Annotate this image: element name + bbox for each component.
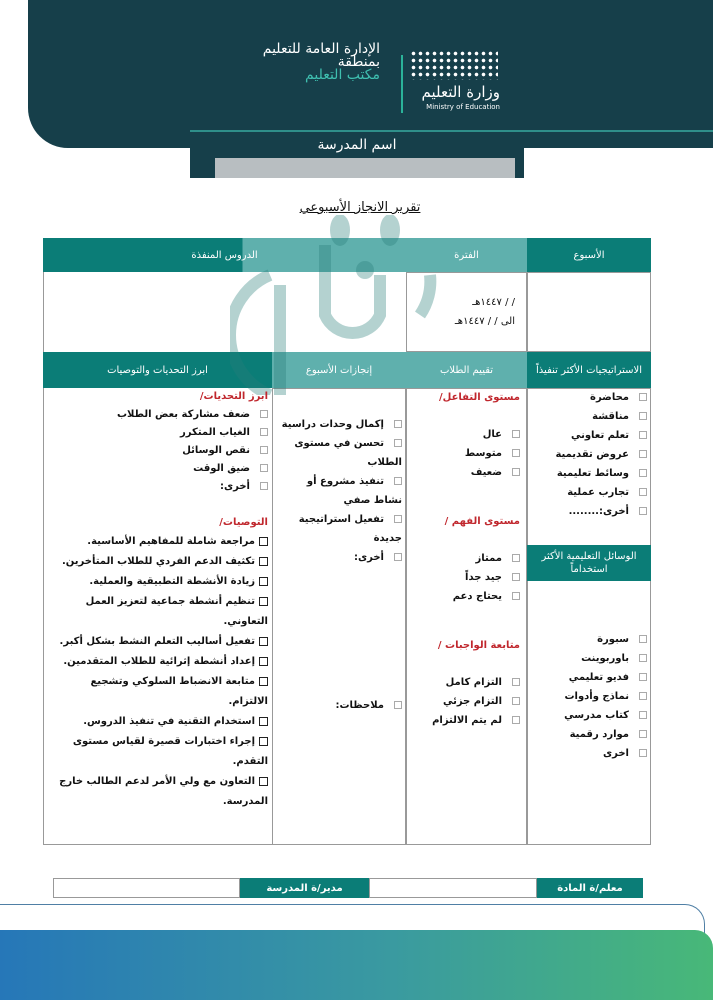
logo-arabic: وزارة التعليم [421, 83, 500, 101]
checkbox[interactable] [260, 410, 268, 418]
item-label: باوربوينت [581, 653, 629, 664]
understanding-item[interactable] [410, 549, 520, 568]
interaction-item[interactable] [410, 463, 520, 482]
item-label: يحتاج دعم [452, 591, 502, 602]
header-period: الفترة [406, 238, 527, 272]
checkbox[interactable] [512, 573, 520, 581]
item-label: نماذج وأدوات [564, 691, 629, 702]
period-to: الى / / ١٤٤٧هـ [454, 316, 515, 327]
item-label: تنظيم أنشطة جماعية لتعزيز العمل التعاوني. [85, 596, 268, 627]
recommendations-title: التوصيات/ [219, 517, 268, 528]
understanding-item[interactable] [410, 568, 520, 587]
item-label: التزام جزئي [442, 696, 502, 707]
checkbox[interactable] [259, 537, 268, 546]
tool-item[interactable] [530, 649, 647, 668]
achievements-list [276, 415, 402, 567]
checkbox[interactable] [394, 439, 402, 447]
item-label: ملاحظات: [335, 700, 384, 711]
challenge-item[interactable] [48, 442, 268, 460]
checkbox[interactable] [512, 697, 520, 705]
strategy-item[interactable] [530, 388, 647, 407]
interaction-title: مستوى التفاعل/ [439, 392, 520, 403]
item-label: التعاون مع ولي الأمر لدعم الطالب خارج المدرسة. [59, 776, 268, 807]
strategies-list [530, 388, 647, 521]
challenge-item[interactable] [48, 460, 268, 478]
school-name-input[interactable] [215, 158, 515, 178]
item-label: استخدام التقنية في تنفيذ الدروس. [83, 716, 255, 727]
item-label: تجارب عملية [567, 487, 629, 498]
recommendation-item[interactable] [48, 772, 268, 812]
checkbox[interactable] [394, 701, 402, 709]
item-label: جيد جداً [465, 572, 502, 583]
checkbox[interactable] [639, 673, 647, 681]
checkbox[interactable] [260, 428, 268, 436]
checkbox[interactable] [639, 730, 647, 738]
interaction-item[interactable] [410, 444, 520, 463]
strategy-item[interactable] [530, 483, 647, 502]
item-label: وسائط تعليمية [556, 468, 629, 479]
strategy-item[interactable] [530, 464, 647, 483]
recommendation-item[interactable] [48, 632, 268, 652]
item-label: تكثيف الدعم الفردي للطلاب المتأخرين. [61, 556, 255, 567]
challenges-title: ابرز التحديات/ [199, 391, 268, 402]
tool-item[interactable] [530, 668, 647, 687]
understanding-item[interactable] [410, 587, 520, 606]
recommendation-item[interactable] [48, 672, 268, 712]
item-label: ضعيف [470, 467, 502, 478]
checkbox[interactable] [512, 592, 520, 600]
checkbox[interactable] [259, 737, 268, 746]
achievement-item[interactable] [276, 415, 402, 434]
item-label: محاضرة [590, 392, 629, 403]
checkbox[interactable] [260, 482, 268, 490]
item-label: أخرى: [219, 481, 250, 492]
homework-item[interactable] [410, 711, 520, 730]
checkbox[interactable] [639, 450, 647, 458]
homework-item[interactable] [410, 673, 520, 692]
checkbox[interactable] [512, 430, 520, 438]
header-tools: الوسائل التعليمية الأكثر استخداماً [527, 545, 651, 581]
interaction-item[interactable] [410, 425, 520, 444]
tool-item[interactable] [530, 744, 647, 763]
checkbox[interactable] [639, 711, 647, 719]
achievement-item[interactable] [276, 510, 402, 548]
checkbox[interactable] [260, 446, 268, 454]
header-assessment: تقييم الطلاب [406, 352, 527, 388]
tool-item[interactable] [530, 725, 647, 744]
checkbox[interactable] [394, 477, 402, 485]
checkbox[interactable] [512, 449, 520, 457]
achievement-item[interactable] [276, 548, 402, 567]
directorate-line1: الإدارة العامة للتعليم [262, 41, 380, 57]
checkbox[interactable] [639, 635, 647, 643]
header-achievements: إنجازات الأسبوع [272, 352, 406, 388]
item-label: سبورة [597, 634, 629, 645]
principal-signature-field[interactable] [53, 878, 240, 898]
office-name: مكتب التعليم [305, 67, 380, 83]
checkbox[interactable] [639, 692, 647, 700]
checkbox[interactable] [639, 749, 647, 757]
challenges-list [48, 388, 268, 812]
item-label: فديو تعليمي [568, 672, 629, 683]
achievement-item[interactable] [276, 472, 402, 510]
item-label: مراجعة شاملة للمفاهيم الأساسية. [87, 536, 255, 547]
principal-label: مدير/ة المدرسة [240, 878, 369, 898]
item-label: أخرى:........ [568, 506, 629, 517]
tool-item[interactable] [530, 706, 647, 725]
checkbox[interactable] [394, 515, 402, 523]
header-challenges: ابرز التحديات والتوصيات [43, 352, 272, 388]
checkbox[interactable] [512, 554, 520, 562]
checkbox[interactable] [259, 677, 268, 686]
challenge-item[interactable] [48, 424, 268, 442]
footer-band [0, 930, 713, 1000]
challenge-item[interactable] [48, 406, 268, 424]
tools-list [530, 630, 647, 763]
checkbox[interactable] [259, 717, 268, 726]
header-strategies: الاستراتيجيات الأكثر تنفيذاً [527, 352, 651, 388]
checkbox[interactable] [512, 716, 520, 724]
item-label: تعلم تعاوني [570, 430, 629, 441]
checkbox[interactable] [639, 654, 647, 662]
homework-title: متابعة الواجبات / [437, 640, 520, 651]
item-label: متوسط [464, 448, 502, 459]
item-label: لم يتم الالتزام [432, 715, 502, 726]
strategy-item[interactable] [530, 445, 647, 464]
item-label: عال [482, 429, 502, 440]
checkbox[interactable] [512, 678, 520, 686]
item-label: موارد رقمية [569, 729, 629, 740]
item-label: تحسن في مستوى الطلاب [294, 438, 402, 468]
week-cell[interactable] [527, 272, 651, 352]
item-label: تفعيل استراتيجية جديدة [298, 514, 402, 544]
achievement-item[interactable] [276, 434, 402, 472]
item-label: زيادة الأنشطة التطبيقية والعملية. [89, 576, 255, 587]
checkbox[interactable] [639, 431, 647, 439]
checkbox[interactable] [259, 577, 268, 586]
checkbox[interactable] [260, 464, 268, 472]
report-title: تقرير الانجاز الأسبوعي [299, 200, 421, 215]
logo-divider [401, 55, 403, 113]
header-lessons-label: الدروس المنفذة [191, 249, 258, 261]
understanding-title: مستوى الفهم / [444, 516, 520, 527]
strategy-item[interactable] [530, 502, 647, 521]
checkbox[interactable] [394, 553, 402, 561]
checkbox[interactable] [259, 657, 268, 666]
recommendation-item[interactable] [48, 532, 268, 552]
checkbox[interactable] [259, 597, 268, 606]
item-label: مناقشة [592, 411, 629, 422]
checkbox[interactable] [639, 507, 647, 515]
period-from: / / ١٤٤٧هـ [472, 297, 515, 308]
homework-item[interactable] [410, 692, 520, 711]
strategy-item[interactable] [530, 426, 647, 445]
item-label: التزام كامل [445, 677, 502, 688]
teacher-signature-field[interactable] [369, 878, 537, 898]
item-label: تفعيل أساليب التعلم النشط بشكل أكبر. [59, 636, 255, 647]
item-label: إكمال وحدات دراسية [281, 419, 384, 430]
item-label: أخرى: [353, 552, 384, 563]
recommendation-item[interactable] [48, 572, 268, 592]
recommendation-item[interactable] [48, 732, 268, 772]
item-label: ضيق الوقت [193, 463, 250, 474]
item-label: نقص الوسائل [182, 445, 250, 456]
challenge-item[interactable] [48, 478, 268, 496]
item-label: ممتاز [475, 553, 502, 564]
assessment-list [410, 388, 520, 730]
checkbox[interactable] [394, 420, 402, 428]
watermark-logo-icon [230, 215, 460, 395]
item-label: الغياب المتكرر [180, 427, 250, 438]
recommendation-item[interactable] [48, 592, 268, 632]
teacher-label: معلم/ة المادة [537, 878, 643, 898]
strategy-item[interactable] [530, 407, 647, 426]
directorate-line2: بمنطقة [337, 54, 380, 70]
item-label: اخرى [602, 748, 629, 759]
header-week: الأسبوع [527, 238, 651, 272]
checkbox[interactable] [259, 557, 268, 566]
item-label: متابعة الانضباط السلوكي وتشجيع الالتزام. [90, 676, 268, 707]
item-label: ضعف مشاركة بعض الطلاب [116, 409, 250, 420]
checkbox[interactable] [639, 412, 647, 420]
ministry-logo-icon [410, 50, 498, 80]
item-label: تنفيذ مشروع أو نشاط صفي [306, 476, 402, 506]
checkbox[interactable] [639, 393, 647, 401]
item-label: كتاب مدرسي [564, 710, 629, 721]
checkbox[interactable] [512, 468, 520, 476]
checkbox[interactable] [639, 469, 647, 477]
checkbox[interactable] [639, 488, 647, 496]
tool-item[interactable] [530, 630, 647, 649]
item-label: عروض تقديمية [555, 449, 629, 460]
item-label: إجراء اختبارات قصيرة لقياس مستوى التقدم. [72, 736, 268, 767]
logo-english: Ministry of Education [426, 103, 500, 111]
checkbox[interactable] [259, 637, 268, 646]
recommendation-item[interactable] [48, 652, 268, 672]
tool-item[interactable] [530, 687, 647, 706]
checkbox[interactable] [259, 777, 268, 786]
recommendation-item[interactable] [48, 552, 268, 572]
notes-item[interactable] [276, 696, 402, 715]
recommendation-item[interactable] [48, 712, 268, 732]
school-name-label: اسم المدرسة [317, 137, 397, 153]
item-label: إعداد أنشطة إثرائية للطلاب المتقدمين. [63, 656, 255, 667]
